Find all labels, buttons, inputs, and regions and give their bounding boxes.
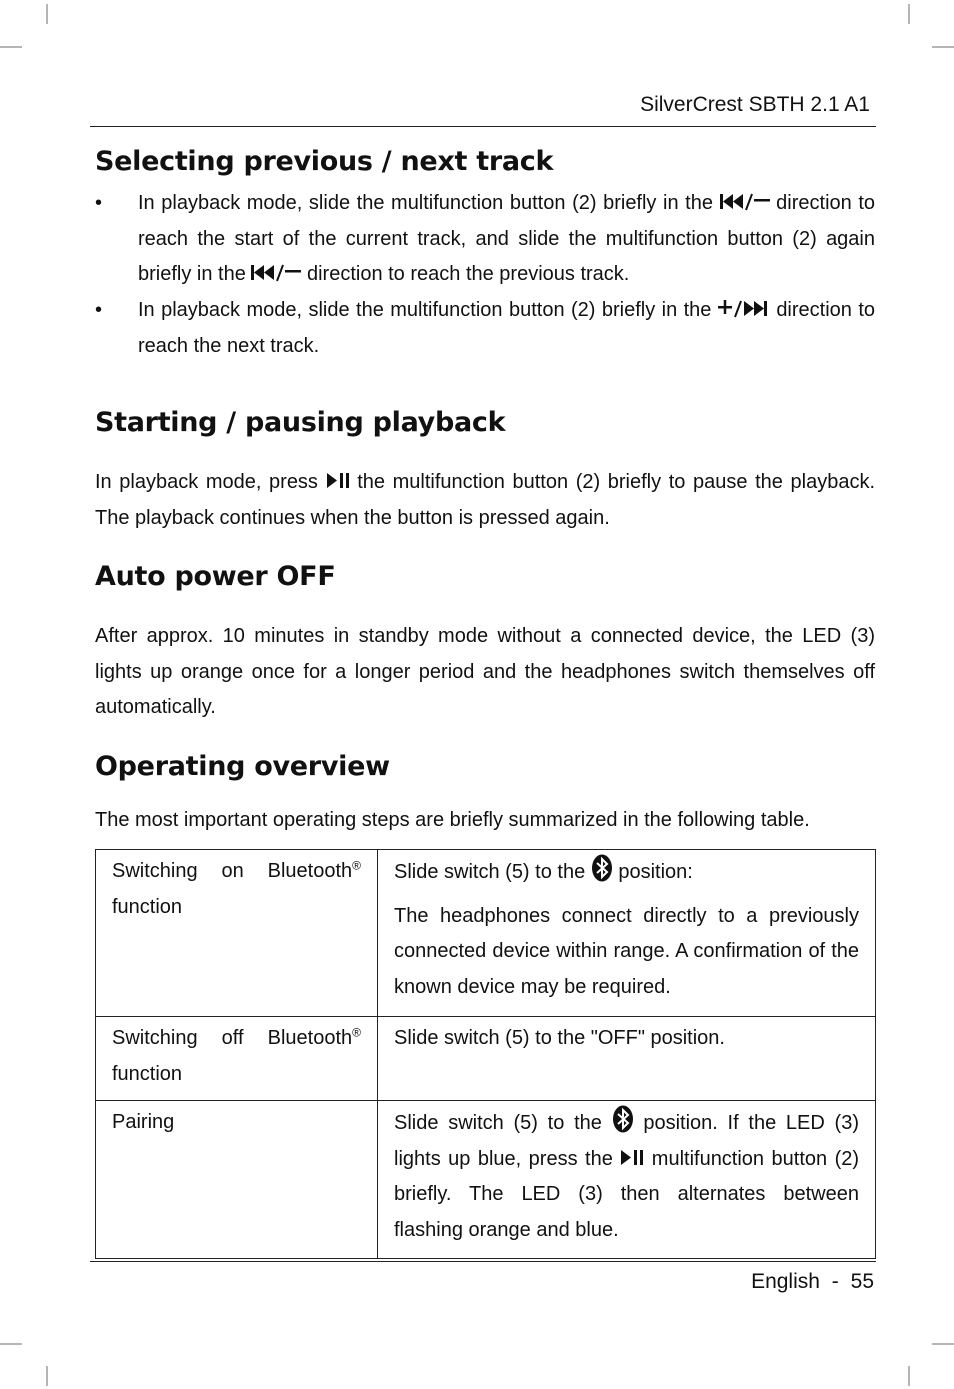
table-row xyxy=(96,1101,876,1259)
table-cell-label xyxy=(96,1101,378,1259)
table-cell-label xyxy=(96,850,378,1017)
bullet-text-part: direction to reach the start of the current track, and slide the multifunction button (2) again briefly in the xyxy=(138,192,876,285)
row-desc: Slide switch (5) to the "OFF" position. xyxy=(394,1027,725,1049)
operating-table xyxy=(95,849,876,1259)
bullet-dot: • xyxy=(95,192,103,214)
previous-track-minus-icon xyxy=(720,193,770,211)
crop-mark xyxy=(46,1366,48,1386)
bullet-text xyxy=(138,186,875,293)
bullet-text-part: In playback mode, slide the multifunction button (2) briefly in the xyxy=(138,192,713,214)
registered-mark: ® xyxy=(352,858,361,873)
page-number: 55 xyxy=(850,1270,874,1293)
registered-mark: ® xyxy=(352,1025,361,1040)
playback-paragraph xyxy=(95,465,875,536)
row-desc-detail: The headphones connect directly to a previously connected device within range. A confirmation of the known device may be required. xyxy=(394,904,859,998)
paragraph-part: In playback mode, press xyxy=(95,471,318,493)
table-cell-desc xyxy=(378,1101,876,1259)
crop-mark xyxy=(932,1343,954,1345)
label-text: function xyxy=(112,1062,183,1085)
desc-text: position. If the LED (3) lights up blue, press the xyxy=(394,1112,860,1170)
auto-power-paragraph: After approx. 10 minutes in standby mode without a connected device, the LED (3) lights up orange once for a longer period and the headphones switch themselves off automatically. xyxy=(95,625,875,718)
table-row xyxy=(96,1017,876,1101)
bluetooth-icon xyxy=(591,854,613,882)
table-cell-label xyxy=(96,1017,378,1101)
footer-language: English xyxy=(751,1270,820,1293)
crop-mark xyxy=(0,46,22,48)
crop-mark xyxy=(0,1343,22,1345)
play-pause-icon xyxy=(620,1149,644,1167)
crop-mark xyxy=(908,4,910,24)
desc-text: position: xyxy=(618,861,693,883)
bullet-text-part: In playback mode, slide the multifunction button (2) briefly in the xyxy=(138,299,712,321)
paragraph-part: the multifunction button (2) briefly to pause the playback. The playback continues when the button is pressed again. xyxy=(95,471,876,529)
bluetooth-icon xyxy=(612,1105,634,1133)
row-label: Pairing xyxy=(112,1111,175,1133)
previous-track-minus-icon xyxy=(251,264,301,282)
desc-text: multifunction button (2) briefly. The LED (3) then alternates between flashing orange and blue. xyxy=(394,1147,860,1241)
bullet-text xyxy=(138,293,875,364)
bullet-text-part: direction to reach the previous track. xyxy=(306,263,630,285)
row-label xyxy=(112,854,361,925)
section-heading-overview: Operating overview xyxy=(95,751,390,782)
row-desc xyxy=(394,1105,859,1248)
section-heading-track: Selecting previous / next track xyxy=(95,146,554,177)
desc-text: Slide switch (5) to the xyxy=(394,1112,602,1134)
section-heading-auto-power: Auto power OFF xyxy=(95,561,336,592)
overview-intro: The most important operating steps are briefly summarized in the following table. xyxy=(95,809,810,831)
table-cell-desc xyxy=(378,850,876,1017)
plus-next-track-icon xyxy=(718,300,770,318)
table-row xyxy=(96,850,876,1017)
footer-rule xyxy=(90,1261,876,1262)
label-text: Switching on Bluetooth xyxy=(112,860,353,882)
bullet-dot: • xyxy=(95,299,103,321)
section-heading-playback: Starting / pausing playback xyxy=(95,407,506,438)
desc-text: Slide switch (5) to the xyxy=(394,861,586,883)
page-header xyxy=(90,92,876,127)
footer-separator: - xyxy=(831,1270,839,1293)
crop-mark xyxy=(46,4,48,24)
row-label xyxy=(112,1021,361,1092)
crop-mark xyxy=(908,1366,910,1386)
play-pause-icon xyxy=(326,472,350,490)
page-footer xyxy=(751,1268,874,1296)
label-text: Switching off Bluetooth xyxy=(112,1027,353,1049)
header-title: SilverCrest SBTH 2.1 A1 xyxy=(640,93,870,116)
crop-mark xyxy=(932,46,954,48)
table-cell-desc xyxy=(378,1017,876,1101)
row-desc xyxy=(394,854,859,891)
bullet-text-part: direction to reach the next track. xyxy=(138,299,876,357)
label-text: function xyxy=(112,895,183,918)
